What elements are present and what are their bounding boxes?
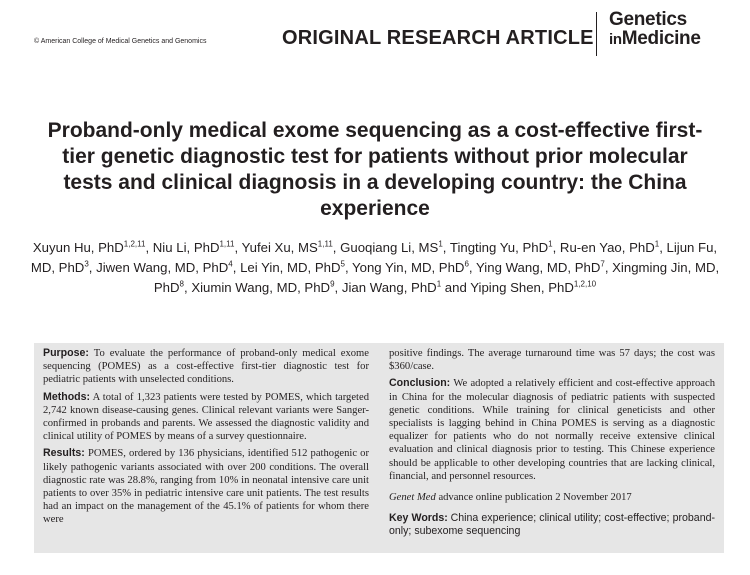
purpose-section	[43, 347, 369, 387]
article-title: Proband-only medical exome sequencing as a cost-effective first-tier genetic diagnostic test for patients without prior molecular tests and clinical diagnosis in a developing country: the China experience	[47, 119, 703, 220]
author-name: Ru-en Yao, PhD	[559, 240, 655, 255]
methods-heading: Methods:	[43, 390, 91, 403]
author-name: Xuyun Hu, PhD	[32, 240, 124, 255]
author-separator: ,	[659, 240, 667, 255]
logo-prefix: in	[609, 31, 622, 48]
abstract-box	[34, 343, 724, 553]
author-name: Lijun Fu, MD, PhD	[30, 240, 718, 275]
author-list	[30, 238, 720, 298]
author-affiliation: 3	[84, 259, 89, 269]
page-header	[0, 0, 750, 70]
author-separator: ,	[344, 260, 353, 275]
author-separator: ,	[334, 280, 342, 295]
author-affiliation: 1	[436, 279, 442, 289]
author-separator: ,	[234, 240, 242, 255]
conclusion-heading: Conclusion:	[389, 377, 451, 390]
author-separator: ,	[604, 260, 613, 275]
author-name: Jian Wang, PhD	[341, 280, 437, 295]
author-name: Niu Li, PhD	[152, 240, 220, 255]
author-affiliation: 5	[340, 259, 345, 269]
logo-line-1: Genetics	[609, 9, 687, 30]
copyright-notice: © American College of Medical Genetics and Genomics	[34, 38, 207, 45]
author-affiliation: 4	[228, 259, 233, 269]
author-separator: ,	[145, 240, 153, 255]
conclusion-section	[389, 377, 715, 483]
keywords-heading: Key Words:	[389, 512, 448, 525]
header-divider	[596, 12, 597, 56]
keywords-text: China experience; clinical utility; cost-effective; proband-only; subexome sequencing	[389, 512, 716, 538]
logo-main: Medicine	[621, 28, 701, 49]
results-text: POMES, ordered by 136 physicians, identified 512 pathogenic or likely pathogenic variants associated with over 200 conditions. The overall diagnostic rate was 28.8%, ranging from 10% in neonatal intensive care unit patients to over 35% in pediatric intensive care unit patients. The test results had an impact on the management of the 45.1% of patients for whom there were	[43, 448, 369, 526]
author-separator: ,	[552, 240, 560, 255]
author-name: Xingming Jin, MD, PhD	[153, 260, 720, 295]
author-affiliation: 1,11	[219, 239, 235, 249]
author-separator: ,	[184, 280, 192, 295]
logo-line-2	[609, 29, 701, 49]
author-separator: ,	[468, 260, 476, 275]
author-affiliation: 1	[654, 239, 660, 249]
results-heading: Results:	[43, 447, 85, 460]
methods-text: A total of 1,323 patients were tested by POMES, which targeted 2,742 known disease-causing genes. Clinical relevant variants were Sanger-confirmed in probands and parents. We assessed the diagnostic validity and clinical utility of POMES by means of a survey questionnaire.	[43, 391, 369, 443]
author-name: Jiwen Wang, MD, PhD	[96, 260, 229, 275]
author-affiliation: 1,11	[317, 239, 333, 249]
conclusion-text: We adopted a relatively efficient and cost-effective approach in China for the molecular diagnosis of pediatric patients with suspected genetic conditions. While training for clinical geneticists and other specialists is lagging behind in China POMES is serving as a diagnostic equalizer for patients who do not normally receive extensive clinical evaluation and clinical diagnosis prior to testing. This Chinese experience should be applicable to other developing countries that are lacking clinical, financial, and personnel resources.	[389, 378, 715, 482]
author-affiliation: 1,2,10	[573, 279, 597, 289]
publication-info	[389, 491, 715, 504]
author-name: Yiping Shen, PhD	[470, 280, 574, 295]
author-separator: ,	[442, 240, 450, 255]
author-affiliation: 9	[330, 279, 335, 289]
author-affiliation: 7	[600, 259, 605, 269]
author-name: Xiumin Wang, MD, PhD	[191, 280, 331, 295]
results-continued: positive findings. The average turnaround time was 57 days; the cost was $360/case.	[389, 348, 715, 373]
author-separator: ,	[332, 240, 341, 255]
author-affiliation: 1	[438, 239, 443, 249]
purpose-text: To evaluate the performance of proband-only medical exome sequencing (POMES) as a cost-effective first-tier diagnostic test for pediatric patients with unselected conditions.	[43, 348, 369, 386]
author-separator: ,	[232, 260, 241, 275]
article-type-label: ORIGINAL RESEARCH ARTICLE	[282, 27, 594, 49]
author-affiliation: 8	[179, 279, 184, 289]
results-section	[43, 447, 369, 526]
abstract-column-right	[389, 347, 715, 543]
author-name: Tingting Yu, PhD	[449, 240, 549, 255]
journal-logo	[609, 10, 701, 49]
publication-date: advance online publication 2 November 2017	[438, 492, 632, 504]
abstract-column-left	[43, 347, 369, 531]
author-name: Yong Yin, MD, PhD	[352, 260, 465, 275]
author-name: Yufei Xu, MS	[241, 240, 318, 255]
author-name: Ying Wang, MD, PhD	[476, 260, 601, 275]
author-separator: and	[441, 280, 471, 295]
author-affiliation: 1	[548, 239, 553, 249]
author-separator: ,	[88, 260, 97, 275]
author-name: Guoqiang Li, MS	[340, 240, 439, 255]
keywords-section	[389, 512, 715, 538]
journal-abbrev: Genet Med	[389, 492, 436, 504]
author-affiliation: 6	[464, 259, 469, 269]
purpose-heading: Purpose:	[43, 347, 89, 359]
author-affiliation: 1,2,11	[123, 239, 146, 249]
methods-section	[43, 391, 369, 444]
author-name: Lei Yin, MD, PhD	[240, 260, 341, 275]
